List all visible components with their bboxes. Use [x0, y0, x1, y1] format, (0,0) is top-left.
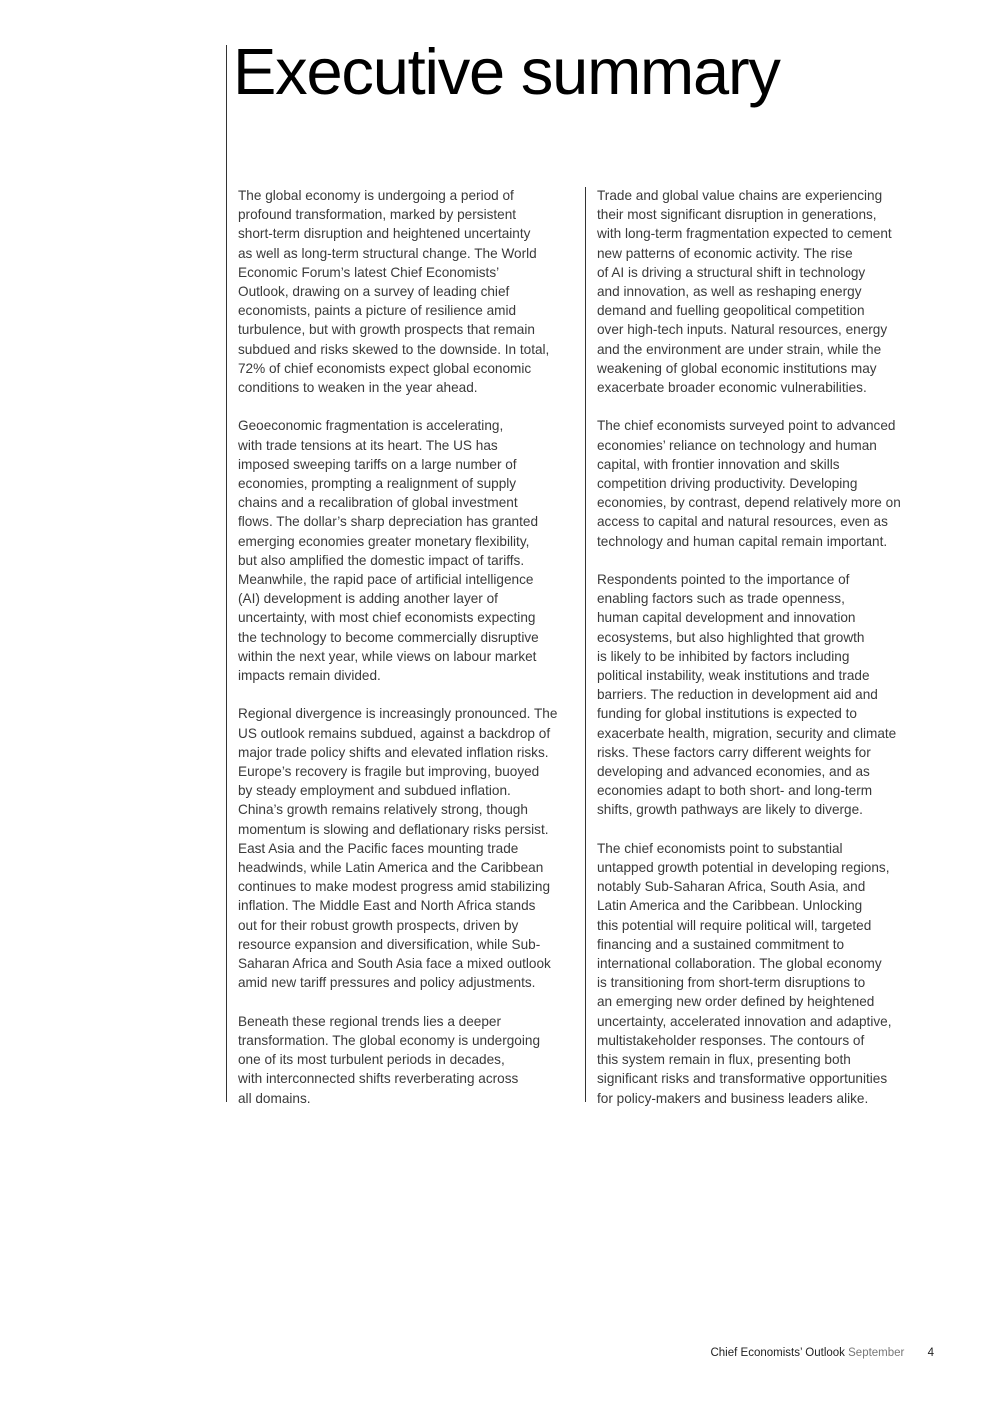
body-paragraph: [238, 1012, 583, 1108]
text-line: economies’ reliance on technology and human: [597, 437, 877, 453]
text-line: this system remain in flux, presenting both: [597, 1052, 851, 1068]
text-line: short-term disruption and heightened uncertainty: [238, 226, 531, 242]
text-line: uncertainty, accelerated innovation and adaptive,: [597, 1013, 892, 1029]
footer-month: September: [848, 1347, 905, 1359]
text-line: barriers. The reduction in development aid and: [597, 687, 878, 703]
text-line: and innovation, as well as reshaping energy: [597, 284, 862, 300]
text-line: The global economy is undergoing a period of: [238, 188, 514, 203]
text-line: Beneath these regional trends lies a deeper: [238, 1013, 501, 1029]
text-line: weakening of global economic institutions may: [597, 360, 877, 376]
text-line: their most significant disruption in generations,: [597, 207, 877, 223]
text-line: but also amplified the domestic impact of tariffs.: [238, 552, 525, 568]
page-title: Executive summary: [233, 35, 780, 108]
text-line: US outlook remains subdued, against a backdrop of: [238, 725, 551, 741]
page-number: 4: [927, 1347, 934, 1359]
text-line: demand and fuelling geopolitical competition: [597, 303, 865, 319]
text-line: significant risks and transformative opportunities: [597, 1071, 888, 1087]
text-line: within the next year, while views on labour market: [238, 648, 537, 664]
text-line: international collaboration. The global economy: [597, 956, 882, 972]
text-line: human capital development and innovation: [597, 610, 856, 626]
text-line: financing and a sustained commitment to: [597, 936, 845, 952]
text-line: economies, by contrast, depend relatively more on: [597, 495, 901, 511]
page-footer: [0, 1347, 934, 1359]
text-line: this potential will require political will, targeted: [597, 917, 872, 933]
text-line: 72% of chief economists expect global economic: [238, 360, 532, 376]
text-line: Meanwhile, the rapid pace of artificial intelligence: [238, 572, 534, 588]
text-line: shifts, growth pathways are likely to diverge.: [597, 802, 863, 818]
text-line: continues to make modest progress amid stabilizing: [238, 879, 551, 895]
text-line: Respondents pointed to the importance of: [597, 572, 850, 588]
text-line: resource expansion and diversification, while Sub-: [238, 936, 541, 952]
text-line: East Asia and the Pacific faces mounting trade: [238, 840, 519, 856]
right-column: [597, 186, 942, 1127]
text-line: inflation. The Middle East and North Africa stands: [238, 898, 536, 914]
text-line: political instability, weak institutions and trade: [597, 668, 870, 684]
text-line: impacts remain divided.: [238, 668, 381, 684]
text-line: with trade tensions at its heart. The US has: [238, 437, 498, 453]
text-line: for policy-makers and business leaders alike.: [597, 1090, 869, 1106]
text-line: enabling factors such as trade openness,: [597, 591, 845, 607]
text-line: one of its most turbulent periods in decades,: [238, 1052, 505, 1068]
left-column: [238, 186, 583, 1127]
text-line: notably Sub-Saharan Africa, South Asia, and: [597, 879, 866, 895]
text-line: and the environment are under strain, while the: [597, 341, 882, 357]
left-vertical-rule: [226, 45, 227, 1102]
text-line: China’s growth remains relatively strong, though: [238, 802, 528, 818]
text-line: chains and a recalibration of global investment: [238, 495, 518, 511]
text-line: an emerging new order defined by heightened: [597, 994, 875, 1010]
text-line: (AI) development is adding another layer of: [238, 591, 498, 607]
text-line: funding for global institutions is expected to: [597, 706, 857, 722]
text-line: is likely to be inhibited by factors including: [597, 648, 850, 664]
text-line: The chief economists surveyed point to advanced: [597, 418, 896, 434]
text-line: new patterns of economic activity. The rise: [597, 245, 853, 261]
text-line: emerging economies greater monetary flexibility,: [238, 533, 530, 549]
text-line: all domains.: [238, 1090, 311, 1106]
column-divider: [585, 187, 586, 1102]
text-line: subdued and risks skewed to the downside. In total,: [238, 341, 550, 357]
text-line: headwinds, while Latin America and the Caribbean: [238, 860, 544, 876]
text-line: by steady employment and subdued inflation.: [238, 783, 511, 799]
text-line: The chief economists point to substantial: [597, 840, 843, 856]
text-line: developing and advanced economies, and as: [597, 764, 870, 780]
body-paragraph: [597, 186, 942, 397]
text-line: amid new tariff pressures and policy adjustments.: [238, 975, 536, 991]
text-line: transformation. The global economy is undergoing: [238, 1032, 541, 1048]
text-line: Economic Forum’s latest Chief Economists’: [238, 264, 500, 280]
text-line: Saharan Africa and South Asia face a mixed outlook: [238, 956, 551, 972]
text-line: of AI is driving a structural shift in technology: [597, 264, 866, 280]
text-line: major trade policy shifts and elevated inflation risks.: [238, 744, 549, 760]
text-line: exacerbate broader economic vulnerabilities.: [597, 380, 867, 396]
text-line: ecosystems, but also highlighted that growth: [597, 629, 865, 645]
text-line: the technology to become commercially disruptive: [238, 629, 539, 645]
text-line: untapped growth potential in developing regions,: [597, 860, 890, 876]
text-line: over high-tech inputs. Natural resources, energy: [597, 322, 888, 338]
text-line: profound transformation, marked by persistent: [238, 207, 517, 223]
body-paragraph: [597, 570, 942, 820]
body-paragraph: [597, 839, 942, 1108]
text-line: with interconnected shifts reverberating across: [238, 1071, 519, 1087]
text-line: turbulence, but with growth prospects that remain: [238, 322, 535, 338]
text-line: imposed sweeping tariffs on a large number of: [238, 456, 517, 472]
text-line: Outlook, drawing on a survey of leading chief: [238, 284, 510, 300]
text-line: momentum is slowing and deflationary risks persist.: [238, 821, 549, 837]
text-line: access to capital and natural resources, even as: [597, 514, 888, 530]
text-line: out for their robust growth prospects, driven by: [238, 917, 519, 933]
text-line: economists, paints a picture of resilience amid: [238, 303, 517, 319]
text-line: exacerbate health, migration, security and climate: [597, 725, 897, 741]
text-line: is transitioning from short-term disruptions to: [597, 975, 866, 991]
text-line: multistakeholder responses. The contours of: [597, 1032, 865, 1048]
body-paragraph: [238, 704, 583, 992]
text-line: uncertainty, with most chief economists expecting: [238, 610, 536, 626]
text-line: capital, with frontier innovation and skills: [597, 456, 840, 472]
text-line: with long-term fragmentation expected to cement: [597, 226, 892, 242]
text-line: Geoeconomic fragmentation is accelerating,: [238, 418, 504, 434]
body-paragraph: [238, 186, 583, 397]
text-line: risks. These factors carry different weights for: [597, 744, 871, 760]
text-line: as well as long-term structural change. The World: [238, 245, 537, 261]
text-line: flows. The dollar’s sharp depreciation has granted: [238, 514, 538, 530]
text-line: Latin America and the Caribbean. Unlocking: [597, 898, 863, 914]
body-paragraph: [597, 416, 942, 550]
text-line: economies, prompting a realignment of supply: [238, 476, 517, 492]
text-line: economies adapt to both short- and long-term: [597, 783, 873, 799]
text-line: Europe’s recovery is fragile but improving, buoyed: [238, 764, 540, 780]
text-line: competition driving productivity. Developing: [597, 476, 858, 492]
text-line: technology and human capital remain important.: [597, 533, 888, 549]
text-line: conditions to weaken in the year ahead.: [238, 380, 478, 396]
body-paragraph: [238, 416, 583, 685]
text-line: Trade and global value chains are experiencing: [597, 188, 883, 203]
text-line: Regional divergence is increasingly pronounced. The: [238, 706, 558, 722]
footer-publication: Chief Economists’ Outlook: [710, 1347, 845, 1359]
